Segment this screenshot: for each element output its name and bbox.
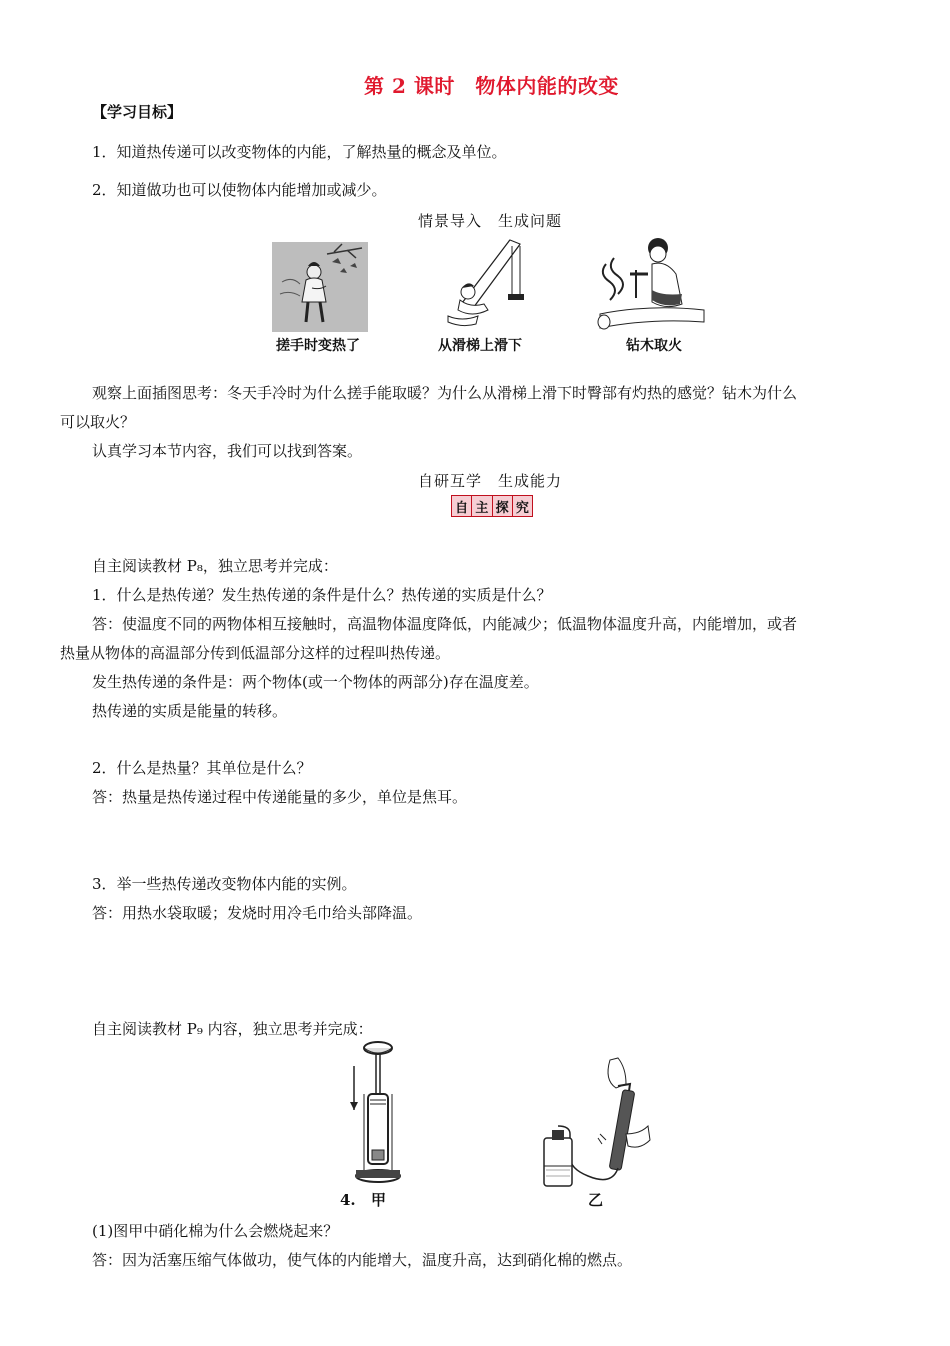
figure-4-label-b: 乙 — [588, 1191, 604, 1209]
reading-intro-2: 自主阅读教材 P₉ 内容，独立思考并完成： — [92, 1020, 373, 1038]
figure-caption-slide: 从滑梯上滑下 — [438, 338, 522, 354]
person-rubbing-hands-illustration — [272, 242, 368, 332]
answer-1-condition: 发生热传递的条件是：两个物体(或一个物体的两部分)存在温度差。 — [92, 673, 539, 691]
scene-question-line-2: 可以取火？ — [60, 413, 136, 431]
study-section-heading: 自研互学 生成能力 — [418, 472, 563, 490]
scene-section-heading: 情景导入 生成问题 — [418, 212, 563, 230]
answer-2: 答：热量是热传递过程中传递能量的多少，单位是焦耳。 — [92, 788, 468, 806]
question-2: 2．什么是热量？其单位是什么？ — [92, 759, 312, 777]
objective-item-2: 2．知道做功也可以使物体内能增加或减少。 — [92, 181, 387, 199]
badge-char: 主 — [472, 496, 492, 516]
answer-1-line-2: 热量从物体的高温部分传到低温部分这样的过程叫热传递。 — [60, 644, 451, 662]
child-on-slide-illustration — [440, 236, 532, 332]
objectives-heading: 【学习目标】 — [92, 103, 183, 121]
figure-4-label-a: 甲 — [371, 1191, 387, 1209]
answer-3: 答：用热水袋取暖；发烧时用冷毛巾给头部降温。 — [92, 904, 423, 922]
compression-cylinder-illustration — [340, 1040, 410, 1188]
question-3: 3．举一些热传递改变物体内能的实例。 — [92, 875, 357, 893]
badge-char: 自 — [452, 496, 472, 516]
answer-1-line-1: 答：使温度不同的两物体相互接触时，高温物体温度降低，内能减少；低温物体温度升高，内能增加，或者 — [92, 615, 798, 633]
answer-4-1: 答：因为活塞压缩气体做功，使气体的内能增大，温度升高，达到硝化棉的燃点。 — [92, 1251, 633, 1269]
answer-1-essence: 热传递的实质是能量的转移。 — [92, 702, 288, 720]
reading-intro-1: 自主阅读教材 P₈，独立思考并完成： — [92, 557, 338, 575]
self-study-badge — [451, 495, 533, 517]
objective-item-1: 1．知道热传递可以改变物体的内能，了解热量的概念及单位。 — [92, 143, 507, 161]
page-title: 第 2 课时 物体内能的改变 — [364, 74, 619, 98]
scene-prompt: 认真学习本节内容，我们可以找到答案。 — [92, 442, 363, 460]
badge-char: 究 — [513, 496, 532, 516]
badge-char: 探 — [493, 496, 513, 516]
bottle-pump-illustration — [536, 1050, 656, 1190]
figure-caption-drilling-fire: 钻木取火 — [626, 338, 682, 354]
figure-4-number: 4. — [340, 1191, 356, 1209]
caveman-drilling-fire-illustration — [596, 234, 708, 332]
scene-question-line-1: 观察上面插图思考：冬天手冷时为什么搓手能取暖？为什么从滑梯上滑下时臀部有灼热的感觉？钻木为什么 — [92, 384, 798, 402]
question-1: 1．什么是热传递？发生热传递的条件是什么？热传递的实质是什么？ — [92, 586, 552, 604]
figure-caption-rubbing-hands: 搓手时变热了 — [276, 338, 360, 354]
question-4-1: (1)图甲中硝化棉为什么会燃烧起来？ — [92, 1222, 339, 1240]
